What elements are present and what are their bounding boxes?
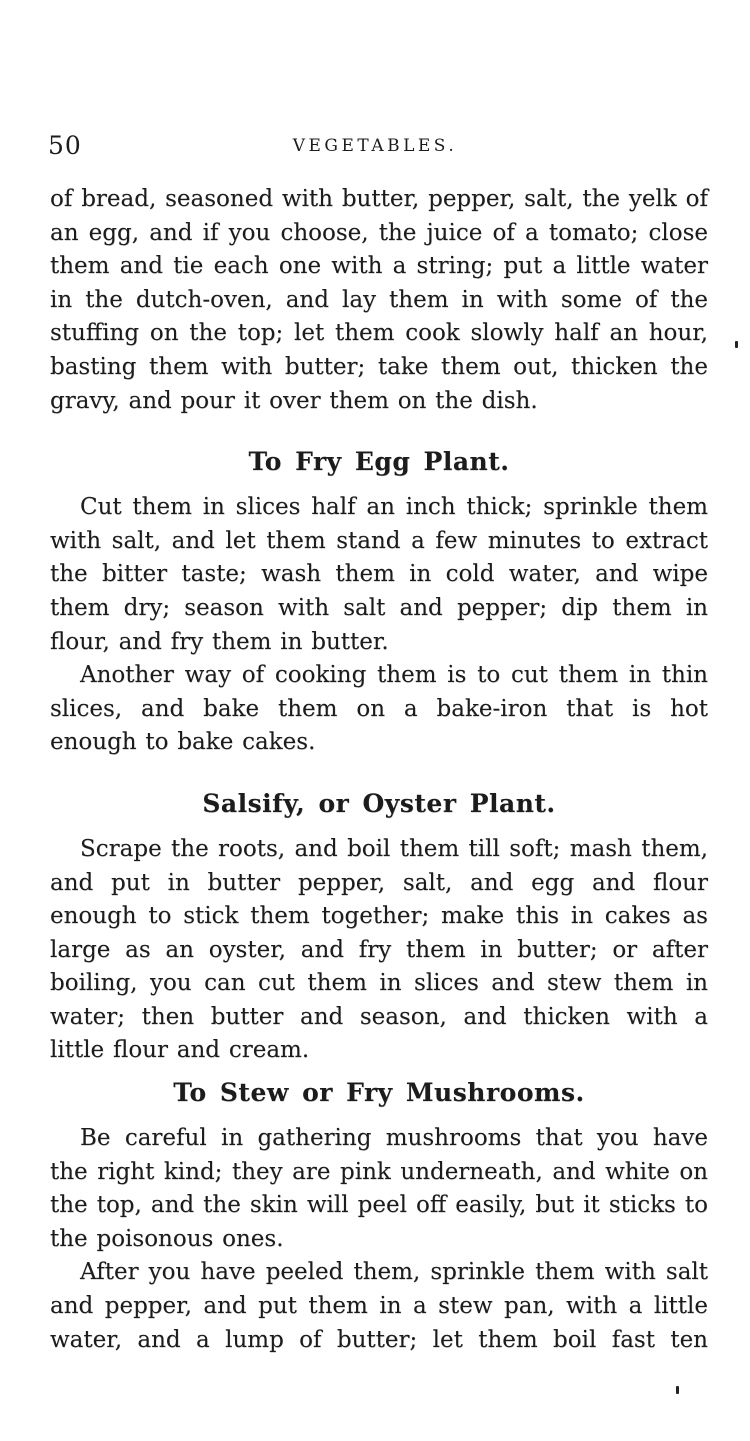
recipe-heading: Salsify, or Oyster Plant. — [202, 788, 556, 818]
ink-speck — [676, 1386, 679, 1394]
ink-speck — [735, 341, 738, 348]
paragraph: After you have peeled them, sprinkle them with salt and pepper, and put them in a stew pan, with a little water, and a lump of butter; let them boil fast ten — [50, 1259, 708, 1353]
paragraph: of bread, seasoned with butter, pepper, salt, the yelk of an egg, and if you choose, the juice of a tomato; close them and tie each one with a string; put a little water in the dutch-oven, and lay them in with some of the stuffing on the top; let them cook slowly half an hour, basting them with butter; take them out, thicken the gravy, and pour it over them on the dish. — [50, 186, 708, 414]
paragraph: Another way of cooking them is to cut them in thin slices, and bake them on a bake-iron that is hot enough to bake cakes. — [50, 662, 708, 756]
paragraph: Be careful in gathering mushrooms that you have the right kind; they are pink underneath, and white on the top, and the skin will peel off easily, but it sticks to the poisonous ones. — [50, 1125, 708, 1252]
page-content — [50, 183, 708, 1357]
page-number: 50 — [48, 131, 82, 160]
recipe-heading: To Stew or Fry Mushrooms. — [173, 1078, 585, 1108]
paragraph: Scrape the roots, and boil them till soft; mash them, and put in butter pepper, salt, and egg and flour enough to stick them together; make this in cakes as large as an oyster, and fry them in butter; or after boiling, you can cut them in slices and stew them in water; then butter and season, and thicken with a little flour and cream. — [50, 835, 708, 1064]
paragraph: Cut them in slices half an inch thick; sprinkle them with salt, and let them stand a few minutes to extract the bitter taste; wash them in cold water, and wipe them dry; season with salt and pepper; dip them in flour, and fry them in butter. — [50, 494, 708, 655]
recipe-heading: To Fry Egg Plant. — [248, 447, 510, 477]
running-header: VEGETABLES. — [292, 136, 458, 156]
